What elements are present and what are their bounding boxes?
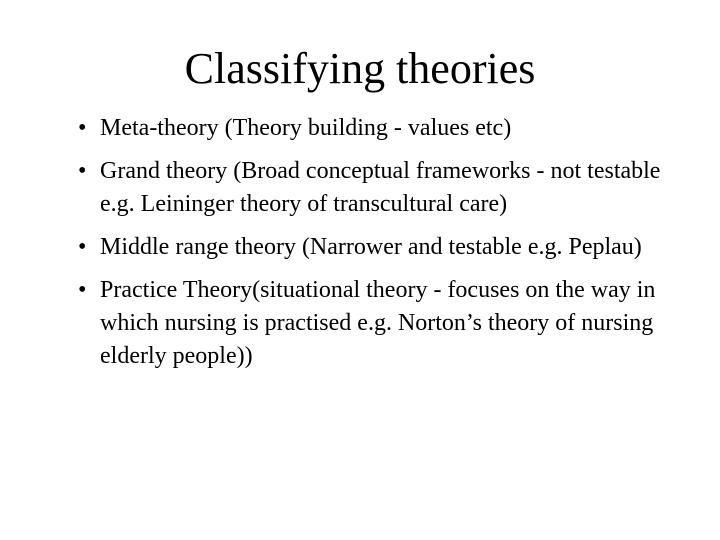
bullet-text: Meta-theory (Theory building - values etc)	[100, 115, 512, 141]
bullet-item-grand-theory	[76, 155, 686, 221]
bullet-dot-icon: •	[78, 277, 87, 303]
bullet-item-practice-theory	[76, 274, 686, 373]
bullet-item-middle-range-theory	[76, 231, 686, 264]
bullet-list	[76, 112, 686, 383]
slide-title: Classifying theories	[184, 44, 536, 93]
bullet-item-meta-theory	[76, 112, 686, 145]
bullet-dot-icon: •	[78, 158, 87, 184]
bullet-dot-icon: •	[78, 234, 87, 260]
bullet-text: Practice Theory(situational theory - focuses on the way in which nursing is practised e.g. Norton’s theory of nursing elderly people))	[100, 277, 656, 369]
bullet-text: Grand theory (Broad conceptual frameworks - not testable e.g. Leininger theory of transcultural care)	[100, 158, 661, 217]
bullet-dot-icon: •	[78, 115, 87, 141]
bullet-text: Middle range theory (Narrower and testable e.g. Peplau)	[100, 234, 642, 260]
